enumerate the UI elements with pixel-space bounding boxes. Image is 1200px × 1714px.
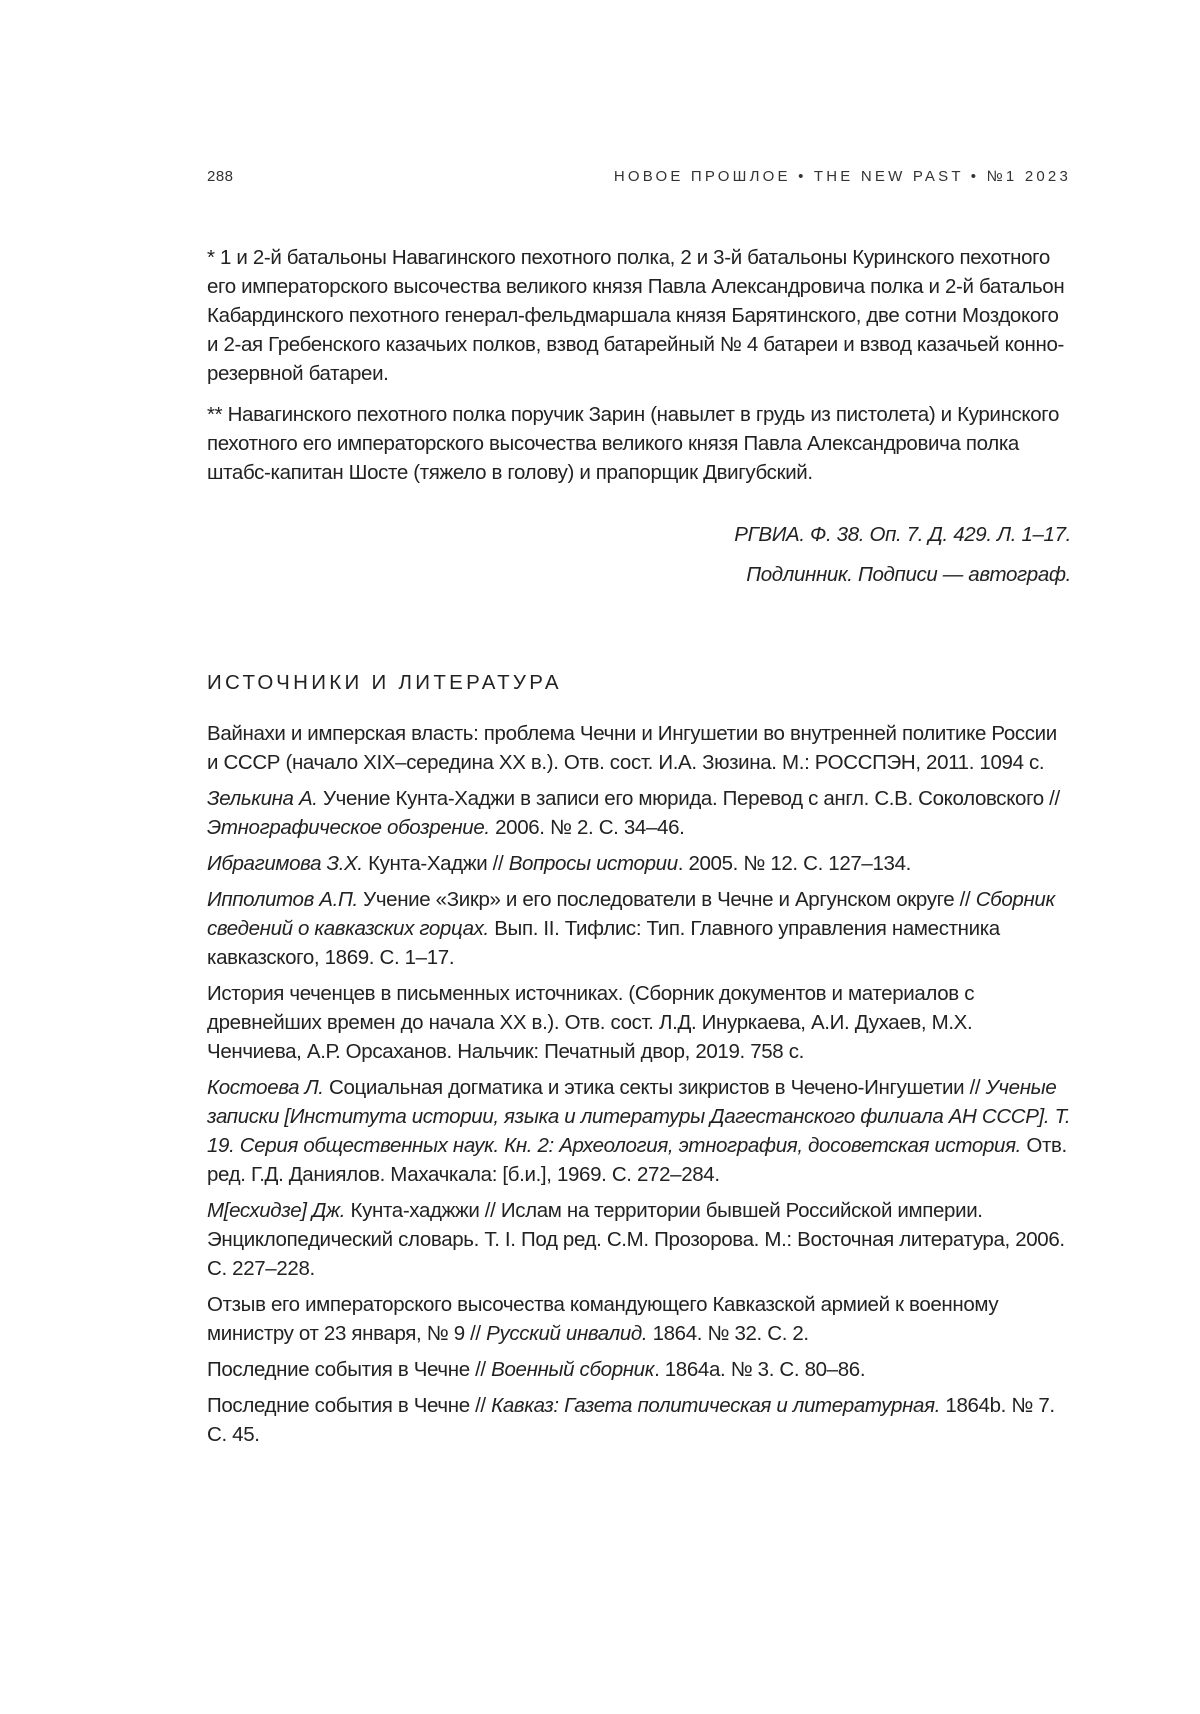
- bibliography-entry: [207, 1073, 1071, 1189]
- entry-text: Учение «Зикр» и его последователи в Чечне и Аргунском округе //: [358, 888, 976, 911]
- entry-tail: Отв. ред. Г.Д. Даниялов. Махачкала: [б.и.], 1969. С. 272–284.: [207, 1134, 1067, 1186]
- page-number: 288: [207, 168, 234, 185]
- entry-journal: Вопросы истории: [509, 852, 678, 875]
- entry-author: Ибрагимова З.Х.: [207, 852, 363, 875]
- entry-text: Кунта-хаджжи // Ислам на территории бывшей Российской империи. Энциклопедический словарь. Т. I. Под ред. С.М. Прозорова. М.: Восточная литература, 2006. С. 227–228.: [207, 1199, 1065, 1280]
- entry-text: Последние события в Чечне //: [207, 1394, 491, 1417]
- entry-journal: Русский инвалид.: [486, 1322, 647, 1345]
- footnote-2: ** Навагинского пехотного полка поручик Зарин (навылет в грудь из пистолета) и Куринского пехотного его императорского высочества великого князя Павла Александровича полка штабс-капитан Шосте (тяжело в голову) и прапорщик Двигубский.: [207, 400, 1071, 487]
- bibliography-entry: [207, 849, 1071, 878]
- page-content: [207, 243, 1071, 1456]
- entry-text: История чеченцев в письменных источниках. (Сборник документов и материалов с древнейших времен до начала XX в.). Отв. сост. Л.Д. Инуркаева, А.И. Духаев, М.Х. Ченчиева, А.Р. Орсаханов. Нальчик: Печатный двор, 2019. 758 с.: [207, 982, 974, 1063]
- entry-journal: Сборник сведений о кавказских горцах.: [207, 888, 1055, 940]
- entry-journal: Кавказ: Газета политическая и литературная.: [491, 1394, 940, 1417]
- bibliography-entry: [207, 1290, 1071, 1348]
- footnote-1: * 1 и 2-й батальоны Навагинского пехотного полка, 2 и 3-й батальоны Куринского пехотного его императорского высочества великого князя Павла Александровича полка и 2-й батальон Кабардинского пехотного генерал-фельдмаршала князя Барятинского, две сотни Моздокого и 2-ая Гребенского казачьих полков, взвод батарейный № 4 батареи и взвод казачьей конно-резервной батареи.: [207, 243, 1071, 388]
- sources-heading: ИСТОЧНИКИ И ЛИТЕРАТУРА: [207, 668, 1071, 697]
- running-header: НОВОЕ ПРОШЛОЕ • THE NEW PAST • №1 2023: [614, 168, 1071, 185]
- entry-journal: Ученые записки [Института истории, языка и литературы Дагестанского филиала АН СССР]. Т. 19. Серия общественных наук. Кн. 2: Археология, этнография, досоветская история.: [207, 1076, 1070, 1157]
- entry-text: Социальная догматика и этика секты зикристов в Чечено-Ингушетии //: [324, 1076, 986, 1099]
- entry-author: Ипполитов А.П.: [207, 888, 358, 911]
- bibliography-entry: [207, 1196, 1071, 1283]
- entry-text: Вайнахи и имперская власть: проблема Чечни и Ингушетии во внутренней политике России и СССР (начало XIX–середина XX в.). Отв. сост. И.А. Зюзина. М.: РОССПЭН, 2011. 1094 с.: [207, 722, 1057, 774]
- entry-tail: 1864. № 32. С. 2.: [647, 1322, 809, 1345]
- bibliography-entry: [207, 1355, 1071, 1384]
- bibliography-entry: [207, 885, 1071, 972]
- bibliography-list: [207, 719, 1071, 1449]
- entry-tail: . 2005. № 12. С. 127–134.: [678, 852, 911, 875]
- entry-text: Кунта-Хаджи //: [363, 852, 509, 875]
- entry-author: Зелькина А.: [207, 787, 318, 810]
- bibliography-entry: [207, 979, 1071, 1066]
- archive-reference: РГВИА. Ф. 38. Оп. 7. Д. 429. Л. 1–17.: [207, 520, 1071, 549]
- entry-tail: 1864b. № 7. С. 45.: [207, 1394, 1055, 1446]
- bibliography-entry: [207, 784, 1071, 842]
- entry-author: Костоева Л.: [207, 1076, 324, 1099]
- entry-text: Учение Кунта-Хаджи в записи его мюрида. Перевод с англ. С.В. Соколовского //: [318, 787, 1060, 810]
- bibliography-entry: [207, 1391, 1071, 1449]
- entry-tail: Вып. II. Тифлис: Тип. Главного управления наместника кавказского, 1869. С. 1–17.: [207, 917, 1000, 969]
- entry-tail: 2006. № 2. С. 34–46.: [490, 816, 685, 839]
- entry-text: Последние события в Чечне //: [207, 1358, 491, 1381]
- entry-text: Отзыв его императорского высочества командующего Кавказской армией к военному министру от 23 января, № 9 //: [207, 1293, 998, 1345]
- bibliography-entry: [207, 719, 1071, 777]
- entry-journal: Военный сборник: [491, 1358, 654, 1381]
- entry-tail: . 1864a. № 3. С. 80–86.: [654, 1358, 865, 1381]
- archive-note: Подлинник. Подписи — автограф.: [207, 560, 1071, 589]
- entry-author: М[есхидзе] Дж.: [207, 1199, 345, 1222]
- entry-journal: Этнографическое обозрение.: [207, 816, 490, 839]
